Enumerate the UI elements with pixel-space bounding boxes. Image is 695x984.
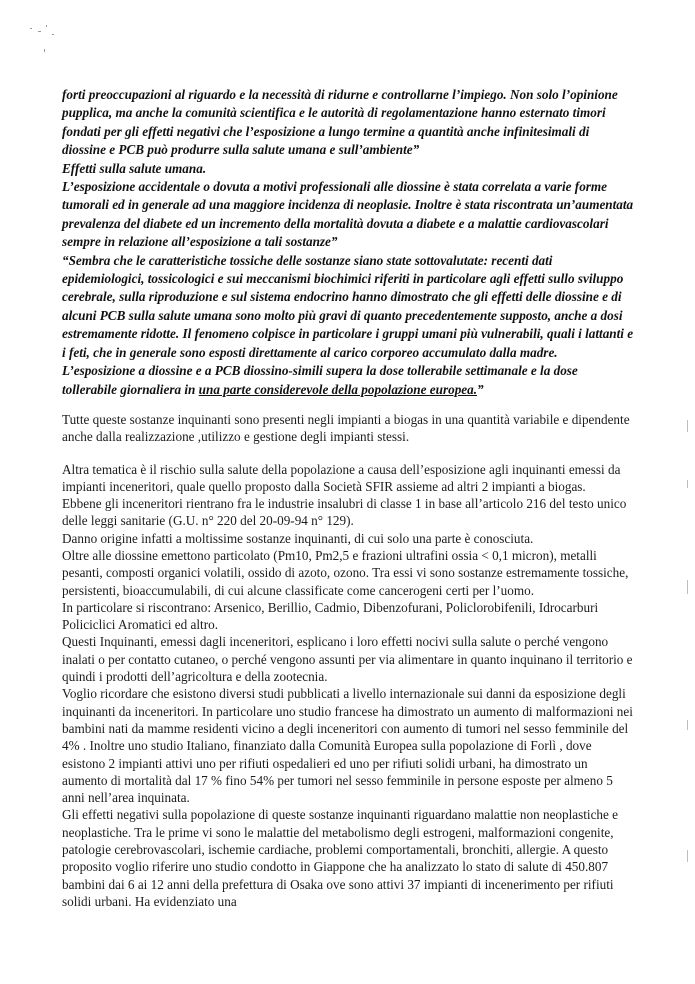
- body-paragraph: Oltre alle diossine emettono particolato (Pm10, Pm2,5 e frazioni ultrafini ossia < 0,1 micron), metalli pesanti, composti organici volatili, ossido di azoto, ozono. Tra essi vi sono sostanze estremamente tossiche, persistenti, bioaccumulabili, di cui alcune classificate come cancerogeni certi per l’uomo.: [62, 547, 629, 598]
- body-paragraph: Questi Inquinanti, emessi dagli inceneritori, esplicano i loro effetti nocivi sulla salute o perché vengono inalati o per contatto cutaneo, o perché vengono assunti per via alimentare in quanto inquinano il territorio e quindi i prodotti dell’agricoltura e della zootecnia.: [62, 634, 633, 685]
- quote-paragraph: “Sembra che le caratteristiche tossiche delle sostanze siano state sottovalutate: recenti dati epidemiologici, tossicologici e sui meccanismi biochimici riferiti in particolare agli effetti sullo sviluppo cerebrale, sulla riproduzione e sul sistema endocrino hanno dimostrato che gli effetti delle diossine e di alcuni PCB sulla salute umana sono molto più gravi di quanto precedentemente supposto, anche a dosi estremamente ridotte. Il fenomeno colpisce in particolare i gruppi umani più vulnerabili, quali i lattanti e i feti, che in generale sono esposti direttamente al carico corporeo accumulato dalla madre.: [62, 252, 634, 360]
- quote-text: ”: [477, 381, 484, 397]
- document-page: [62, 86, 634, 910]
- body-paragraph: Voglio ricordare che esistono diversi studi pubblicati a livello internazionale sui danni da esposizione degli inquinanti da inceneritori. In particolare uno studio francese ha dimostrato un aumento di malformazioni nei bambini nati da mamme residenti vicino a degli inceneritori con aumento di tumori nel sesso femminile del 4% . Inoltre uno studio Italiano, finanziato dalla Comunità Europea sulla popolazione di Forlì , dove esistono 2 impianti attivi uno per rifiuti ospedalieri ed uno per rifiuti solidi urbani, ha dimostrato un aumento di mortalità dal 17 % fino 54% per tumori nel sesso femminile in persone esposte per almeno 5 anni nell’area inquinata.: [62, 686, 633, 806]
- quote-paragraph: forti preoccupazioni al riguardo e la necessità di ridurne e controllarne l’impiego. Non solo l’opinione pupplica, ma anche la comunità scientifica e le autorità di regolamentazione hanno esternato timori fondati per gli effetti negativi che l’esposizione a lungo termine a quantità anche infinitesimali di diossine e PCB può produrre sulla salute umana e sull’ambiente”: [62, 87, 618, 158]
- body-paragraph: Altra tematica è il rischio sulla salute della popolazione a causa dell’esposizione agli inquinanti emessi da impianti inceneritori, quale quello proposto dalla Società SFIR assieme ad altri 2 impianti a biogas.: [62, 461, 621, 494]
- body-paragraph: Danno origine infatti a moltissime sostanze inquinanti, di cui solo una parte è conosciuta.: [62, 530, 534, 546]
- body-paragraph: Tutte queste sostanze inquinanti sono presenti negli impianti a biogas in una quantità variabile e dipendente anche dalla realizzazione ,utilizzo e gestione degli impianti stessi.: [62, 411, 630, 445]
- underlined-text: una parte considerevole della popolazione europea.: [198, 381, 478, 397]
- quote-paragraph: L’esposizione accidentale o dovuta a motivi professionali alle diossine è stata correlata a varie forme tumorali ed in generale ad una maggiore incidenza di neoplasie. Inoltre è stata riscontrata un’aumentata prevalenza del diabete ed un incremento della mortalità dovuta a diabete e a malattie cardiovascolari sempre in relazione all’esposizione a tali sostanze”: [62, 179, 634, 250]
- quote-paragraph: [62, 362, 634, 399]
- body-paragraph: In particolare si riscontrano: Arsenico, Berillio, Cadmio, Dibenzofurani, Policlorobifenili, Idrocarburi Policiclici Aromatici ed altro.: [62, 599, 599, 633]
- body-paragraph: Gli effetti negativi sulla popolazione di queste sostanze inquinanti riguardano malattie non neoplastiche e neoplastiche. Tra le prime vi sono le malattie del metabolismo degli estrogeni, malformazioni congenite, patologie cerebrovascolari, ischemie cardiache, problemi comportamentali, bronchiti, allergie. A questo proposito voglio riferire uno studio condotto in Giappone che ha analizzato lo stato di salute di 450.807 bambini dai 6 ai 12 anni della prefettura di Osaka ove sono attivi 37 impianti di incenerimento per rifiuti solidi urbani. Ha evidenziato una: [62, 807, 619, 909]
- scan-specks: [28, 22, 68, 52]
- body-text: [62, 411, 634, 910]
- quoted-passage: [62, 86, 634, 399]
- quote-text: L’esposizione a diossine e a PCB diossino-simili supera la dose tollerabile settimanale e la dose tollerabile giornaliera in: [62, 363, 578, 397]
- section-heading: Effetti sulla salute umana.: [62, 160, 207, 176]
- body-paragraph: Ebbene gli inceneritori rientrano fra le industrie insalubri di classe 1 in base all’articolo 216 del testo unico delle leggi sanitarie (G.U. n° 220 del 20-09-94 n° 129).: [62, 496, 627, 529]
- scan-edge-marks: [687, 420, 689, 920]
